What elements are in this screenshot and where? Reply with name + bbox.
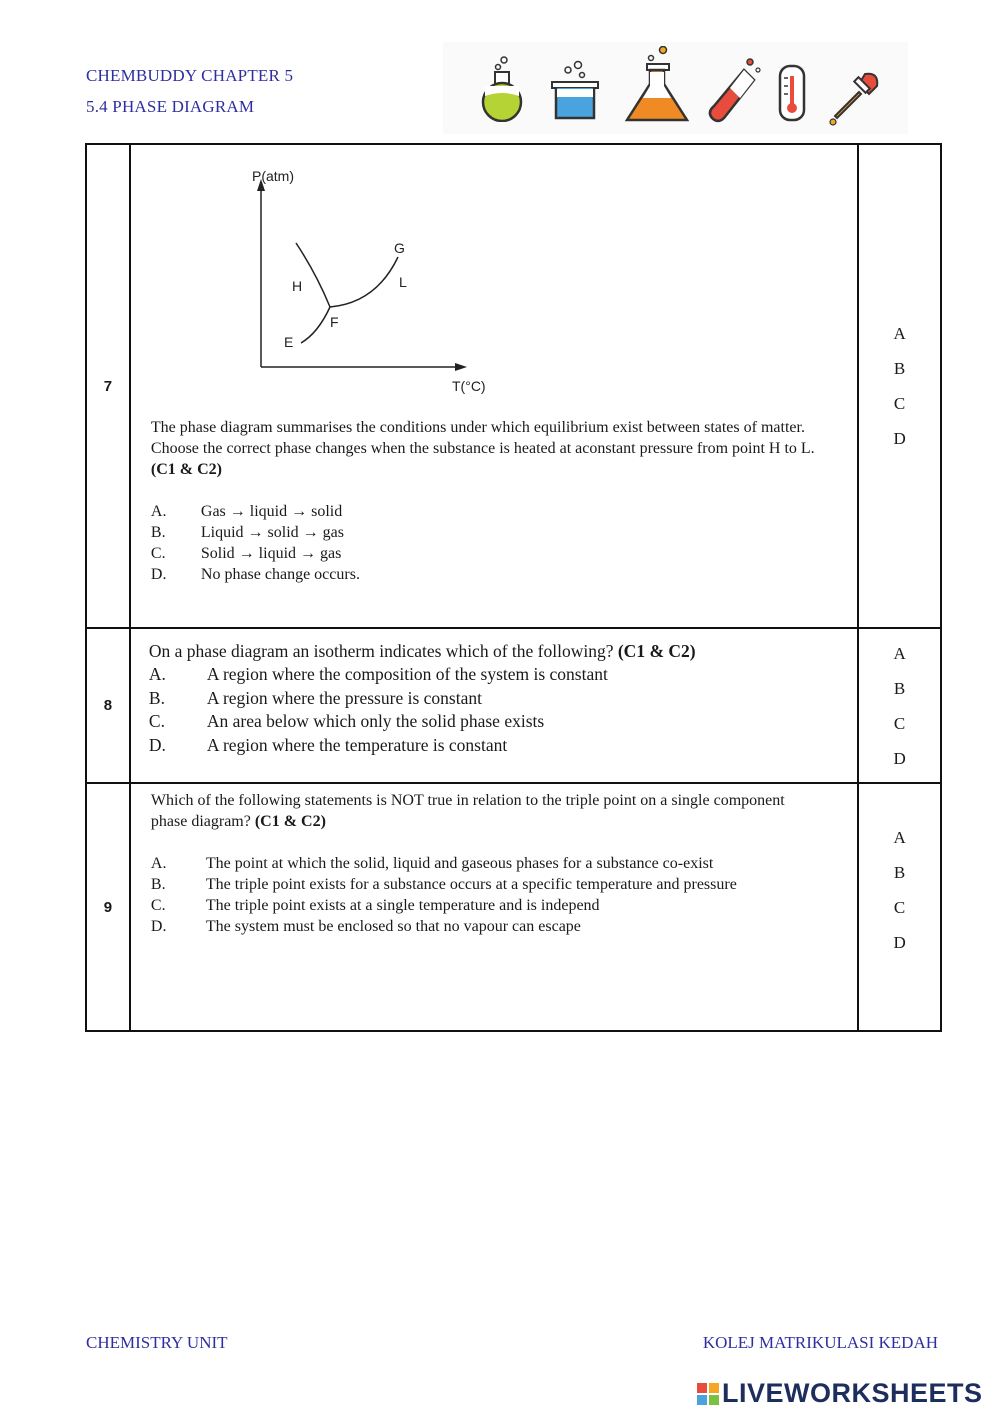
liveworksheets-logo bbox=[697, 1378, 983, 1409]
option-c[interactable]: C bbox=[893, 394, 906, 413]
cognitive-tag: (C1 & C2) bbox=[150, 461, 222, 478]
choice-text: Liquid → solid → gas bbox=[200, 524, 344, 541]
beaker-icon bbox=[546, 60, 604, 122]
option-b[interactable]: B bbox=[893, 678, 906, 698]
question-text bbox=[149, 640, 847, 664]
logo-mark-icon bbox=[697, 1383, 719, 1405]
choice-letter: D. bbox=[150, 918, 167, 935]
choice-d bbox=[149, 734, 847, 758]
choice-letter: A. bbox=[150, 503, 167, 520]
choice-b bbox=[151, 874, 817, 895]
sublimation-curve bbox=[301, 307, 330, 343]
question-body bbox=[130, 144, 858, 628]
logo-text: LIVEWORKSHEETS bbox=[722, 1378, 983, 1408]
section-title: 5.4 PHASE DIAGRAM bbox=[86, 97, 255, 116]
choice-c bbox=[151, 895, 817, 916]
orange-flask-icon bbox=[621, 46, 693, 124]
option-a[interactable]: A bbox=[893, 324, 906, 343]
choice-letter: A. bbox=[150, 855, 167, 872]
x-axis-label: T(°C) bbox=[451, 378, 486, 394]
choice-a bbox=[151, 501, 821, 522]
option-a[interactable]: A bbox=[893, 828, 906, 847]
option-b[interactable]: B bbox=[893, 863, 906, 882]
point-label-h: H bbox=[291, 278, 303, 294]
choice-letter: B. bbox=[148, 687, 165, 708]
choice-letter: A. bbox=[148, 664, 166, 685]
choice-c bbox=[151, 543, 821, 564]
choice-text: The point at which the solid, liquid and gaseous phases for a substance co-exist bbox=[205, 855, 714, 872]
footer-college: KOLEJ MATRIKULASI KEDAH bbox=[702, 1333, 938, 1352]
choice-text: The triple point exists at a single temperature and is independ bbox=[205, 897, 600, 914]
choice-text: Gas → liquid → solid bbox=[200, 503, 343, 520]
y-axis-label: P(atm) bbox=[251, 168, 294, 184]
chapter-title: CHEMBUDDY CHAPTER 5 bbox=[86, 66, 294, 85]
answer-options bbox=[858, 783, 941, 1031]
question-row-7 bbox=[86, 144, 941, 628]
question-number: 9 bbox=[86, 783, 130, 1031]
question-body bbox=[130, 783, 858, 1031]
question-stem: On a phase diagram an isotherm indicates which of the following? bbox=[148, 640, 614, 661]
choice-a bbox=[151, 853, 817, 874]
point-label-f: F bbox=[329, 314, 339, 330]
answer-options bbox=[858, 144, 941, 628]
point-label-l: L bbox=[398, 274, 407, 290]
option-d[interactable]: D bbox=[893, 933, 906, 952]
question-text bbox=[151, 417, 821, 480]
choice-a bbox=[149, 663, 847, 687]
choice-d bbox=[151, 564, 821, 585]
cognitive-tag: (C1 & C2) bbox=[617, 640, 696, 661]
option-d[interactable]: D bbox=[893, 429, 906, 448]
option-a[interactable]: A bbox=[893, 643, 906, 663]
phase-diagram bbox=[186, 163, 516, 408]
choice-text: Solid → liquid → gas bbox=[200, 545, 342, 562]
choice-text: No phase change occurs. bbox=[200, 566, 360, 583]
choice-letter: D. bbox=[150, 566, 167, 583]
choice-b bbox=[151, 522, 821, 543]
choice-letter: C. bbox=[150, 897, 166, 914]
question-stem: The phase diagram summarises the conditions under which equilibrium exist between states of matter. Choose the correct phase changes when the substance is heated at aconstant pressure from point H to L. bbox=[150, 419, 815, 457]
choice-text: The system must be enclosed so that no vapour can escape bbox=[205, 918, 581, 935]
fusion-curve bbox=[296, 243, 330, 307]
footer-unit: CHEMISTRY UNIT bbox=[86, 1333, 228, 1352]
choice-c bbox=[149, 710, 847, 734]
question-number: 8 bbox=[86, 628, 130, 783]
choice-letter: B. bbox=[150, 524, 166, 541]
choice-text: The triple point exists for a substance occurs at a specific temperature and pressure bbox=[205, 876, 737, 893]
option-c[interactable]: C bbox=[893, 898, 906, 917]
question-row-8 bbox=[86, 628, 941, 783]
choice-text: A region where the pressure is constant bbox=[206, 687, 482, 708]
vaporisation-curve bbox=[330, 257, 398, 307]
choice-letter: C. bbox=[148, 711, 165, 732]
option-c[interactable]: C bbox=[893, 713, 906, 733]
choice-letter: D. bbox=[148, 734, 166, 755]
choice-d bbox=[151, 916, 817, 937]
question-table bbox=[85, 143, 942, 1032]
choice-text: A region where the temperature is constant bbox=[206, 734, 508, 755]
choice-letter: C. bbox=[150, 545, 166, 562]
option-b[interactable]: B bbox=[893, 359, 906, 378]
lab-icons-banner bbox=[443, 42, 908, 134]
cognitive-tag: (C1 & C2) bbox=[254, 813, 326, 830]
x-axis-arrow bbox=[455, 363, 467, 371]
thermometer-icon bbox=[776, 64, 808, 124]
choice-text: An area below which only the solid phase exists bbox=[206, 711, 545, 732]
dropper-icon bbox=[825, 72, 881, 128]
question-body bbox=[130, 628, 858, 783]
question-number: 7 bbox=[86, 144, 130, 628]
choice-b bbox=[149, 687, 847, 711]
test-tube-icon bbox=[708, 56, 762, 124]
question-text bbox=[151, 790, 817, 832]
question-stem: Which of the following statements is NOT true in relation to the triple point on a single component phase diagram? bbox=[150, 792, 785, 830]
answer-options bbox=[858, 628, 941, 783]
green-flask-icon bbox=[473, 56, 531, 122]
option-d[interactable]: D bbox=[893, 748, 906, 768]
choice-text: A region where the composition of the system is constant bbox=[206, 664, 608, 685]
question-row-9 bbox=[86, 783, 941, 1031]
choice-letter: B. bbox=[150, 876, 166, 893]
point-label-g: G bbox=[393, 240, 405, 256]
point-label-e: E bbox=[283, 334, 294, 350]
